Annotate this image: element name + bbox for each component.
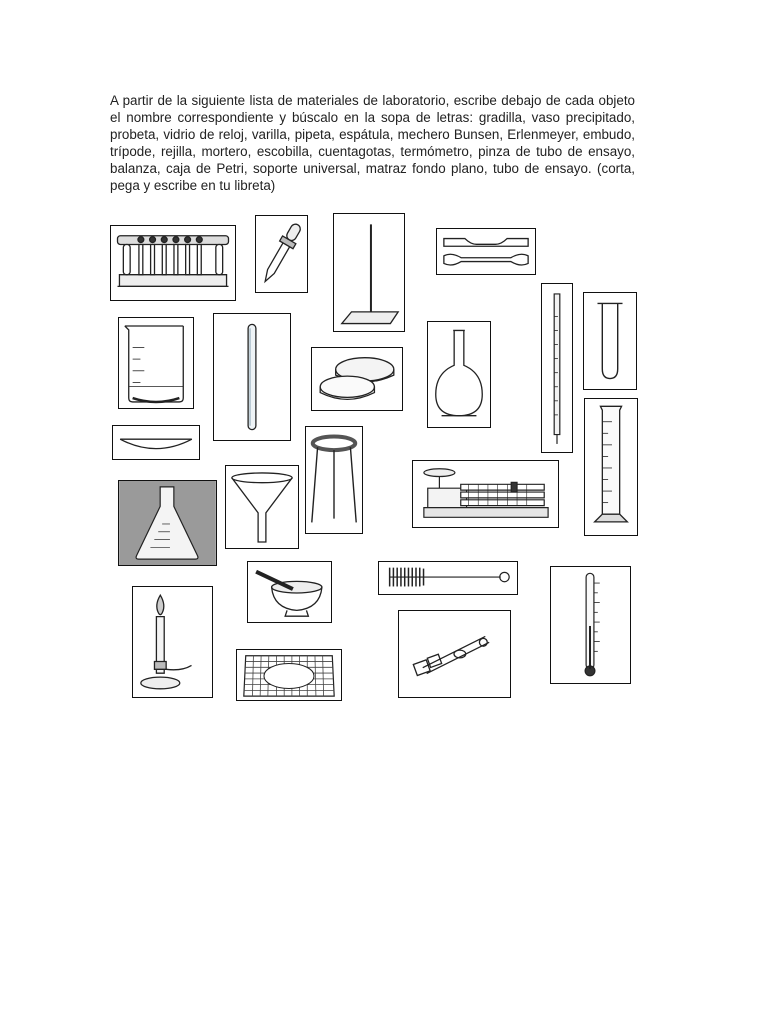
mortar-pestle-icon [248,562,331,622]
test-tube-icon [584,293,636,389]
petri-dish-image [311,347,403,411]
lab-stand-image [333,213,405,332]
erlenmeyer-flask-icon [119,481,216,565]
erlenmeyer-flask-image [118,480,217,566]
test-tube-image [583,292,637,390]
beaker-image [118,317,194,409]
lab-stand-icon [334,214,404,331]
funnel-image [225,465,299,549]
dropper-icon [256,216,307,292]
test-tube-clamp-icon [399,611,510,697]
spatula-icon [437,229,535,274]
funnel-icon [226,466,298,548]
pipette-image [541,283,573,453]
test-tube-rack-icon [111,226,235,300]
watch-glass-icon [113,426,199,459]
balance-image [412,460,559,528]
dropper-image [255,215,308,293]
spatula-image [436,228,536,275]
petri-dish-icon [312,348,402,410]
pipette-icon [542,284,572,452]
tube-brush-image [378,561,518,595]
instructions-text: A partir de la siguiente lista de materiales de laboratorio, escribe debajo de cada objeto el nombre correspondiente y búscalo en la sopa de letras: gradilla, vaso precipitado, probeta, vidrio de reloj, varilla, pipeta, espátula, mechero Bunsen, Erlenmeyer, embudo, trípode, rejilla, mortero, escobilla, cuentagotas, termómetro, pinza de tubo de ensayo, balanza, caja de Petri, soporte universal, matraz fondo plano, tubo de ensayo. (corta, pega y escribe en tu libreta) [110,93,635,193]
tripod-image [305,426,363,534]
wire-gauze-icon [237,650,341,700]
tube-brush-icon [379,562,517,594]
glass-rod-image [213,313,291,441]
wire-gauze-image [236,649,342,701]
tripod-icon [306,427,362,533]
balance-icon [413,461,558,527]
thermometer-icon [551,567,630,683]
graduated-cylinder-icon [585,399,637,535]
bunsen-burner-icon [133,587,212,697]
graduated-cylinder-image [584,398,638,536]
flat-bottom-flask-icon [428,322,490,427]
test-tube-clamp-image [398,610,511,698]
mortar-pestle-image [247,561,332,623]
beaker-icon [119,318,193,408]
test-tube-rack-image [110,225,236,301]
glass-rod-icon [214,314,290,440]
watch-glass-image [112,425,200,460]
bunsen-burner-image [132,586,213,698]
flat-bottom-flask-image [427,321,491,428]
thermometer-image [550,566,631,684]
